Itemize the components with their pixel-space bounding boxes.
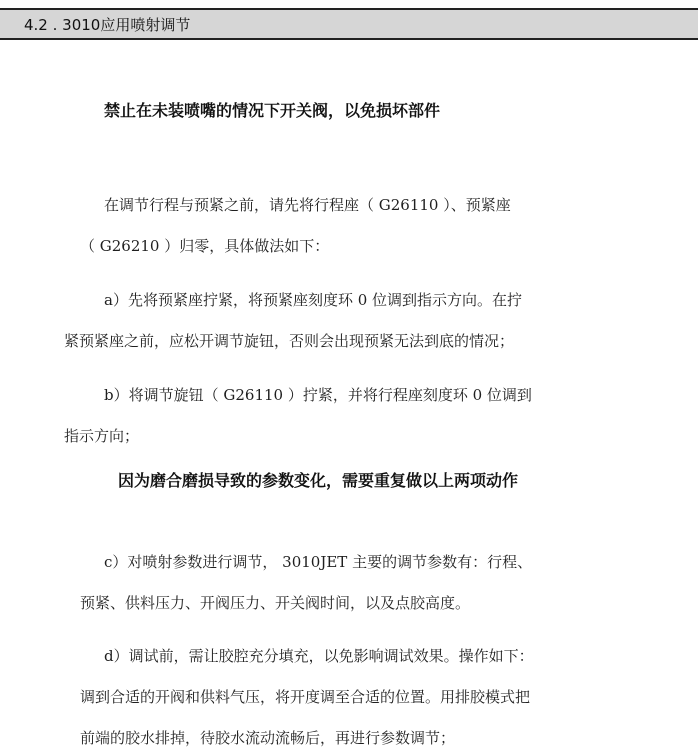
warning-no-nozzle: 禁止在未装喷嘴的情况下开关阀，以免损坏部件 (104, 101, 441, 120)
step-a-line-2: 紧预紧座之前，应松开调节旋钮，否则会出现预紧无法到底的情况； (64, 332, 515, 350)
step-c-line-1: c）对喷射参数进行调节， 3010JET 主要的调节参数有：行程、 (104, 553, 533, 571)
step-d-line-1: d）调试前，需让胶腔充分填充，以免影响调试效果。操作如下： (104, 647, 534, 665)
step-c-line-2: 预紧、供料压力、开阀压力、开关阀时间，以及点胶高度。 (80, 594, 471, 612)
intro-line-1: 在调节行程与预紧之前，请先将行程座（ G26110 ）、预紧座 (104, 196, 511, 214)
intro-line-2: （ G26210 ）归零，具体做法如下： (80, 237, 330, 255)
section-header (0, 8, 698, 40)
warning-wear-params: 因为磨合磨损导致的参数变化，需要重复做以上两项动作 (118, 471, 519, 490)
step-b-line-2: 指示方向； (64, 427, 140, 445)
step-d-line-2: 调到合适的开阀和供料气压，将开度调至合适的位置。用排胶模式把 (80, 688, 531, 706)
step-a-line-1: a）先将预紧座拧紧，将预紧座刻度环 0 位调到指示方向。在拧 (104, 291, 523, 309)
section-title: 4.2 . 3010应用喷射调节 (24, 16, 191, 34)
step-d-line-3: 前端的胶水排掉，待胶水流动流畅后，再进行参数调节； (80, 729, 456, 747)
step-b-line-1: b）将调节旋钮（ G26110 ）拧紧，并将行程座刻度环 0 位调到 (104, 386, 532, 404)
